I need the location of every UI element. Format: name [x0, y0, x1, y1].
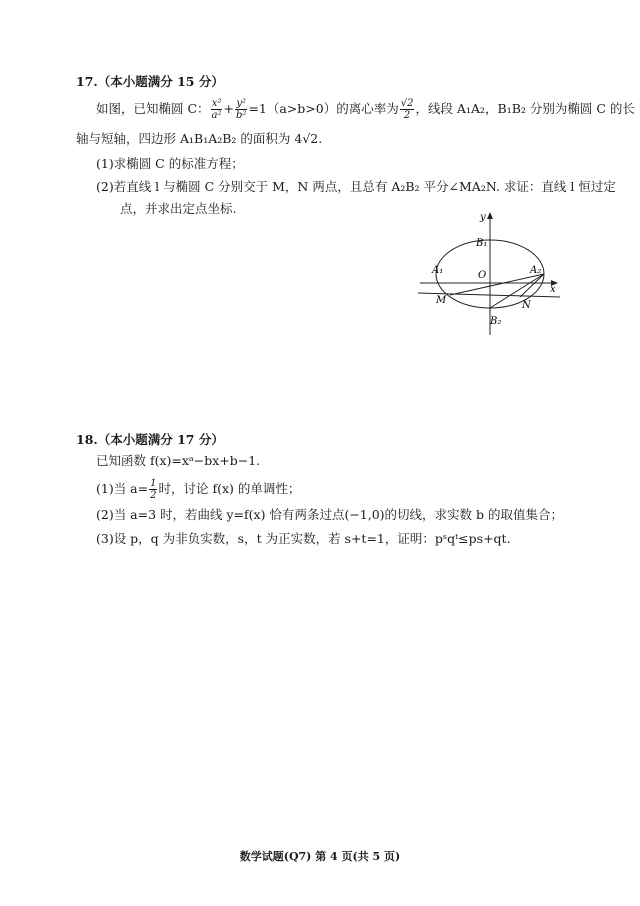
q17-frac-x — [211, 98, 223, 121]
q17-part2-line2: 点，并求出定点坐标. — [120, 201, 237, 216]
q18-part1 — [96, 478, 300, 501]
label-b1: B₁ — [476, 238, 488, 249]
q17-stem-part2: =1（a>b>0）的离心率为 — [248, 101, 399, 116]
label-y: y — [480, 212, 486, 223]
q18-half-num: 1 — [150, 478, 157, 489]
q17-frac-x-num: x² — [211, 98, 222, 109]
y-axis-arrow — [487, 212, 493, 219]
q17-ecc-num: √2 — [400, 98, 414, 109]
label-n: N — [522, 300, 531, 311]
label-a2: A₂ — [530, 265, 542, 276]
q18-part1-b: 时，讨论 f(x) 的单调性； — [158, 481, 301, 496]
q18-half — [149, 478, 157, 501]
q18-part3: (3)设 p，q 为非负实数，s，t 为正实数，若 s+t=1，证明：pˢqᵗ≤ps+qt. — [96, 531, 511, 546]
q17-ecc — [400, 98, 415, 121]
q17-stem-part3: ，线段 A₁A₂，B₁B₂ 分别为椭圆 C 的长 — [415, 101, 635, 116]
q17-stem-line2: 轴与短轴，四边形 A₁B₁A₂B₂ 的面积为 4√2. — [76, 131, 323, 146]
q18-stem: 已知函数 f(x)=xᵃ−bx+b−1. — [96, 453, 261, 468]
q17-frac-y-num: y² — [236, 98, 247, 109]
q17-part2-line1: (2)若直线 l 与椭圆 C 分别交于 M，N 两点，且总有 A₂B₂ 平分∠MA₂N. 求证：直线 l 恒过定 — [96, 179, 616, 194]
q17-frac-y — [235, 98, 247, 121]
label-m: M — [436, 295, 447, 306]
q17-part1: (1)求椭圆 C 的标准方程； — [96, 156, 244, 171]
label-x: x — [550, 284, 556, 295]
q17-frac-x-den: a² — [211, 110, 222, 121]
q18-header: 18.（本小题满分 17 分） — [76, 432, 224, 447]
q17-frac-y-den: b² — [236, 110, 247, 121]
q17-plus: + — [223, 101, 235, 116]
q17-stem-line1 — [96, 98, 635, 121]
segment-a2-b2 — [490, 274, 544, 308]
q17-ecc-den: 2 — [403, 110, 411, 121]
label-b2: B₂ — [490, 316, 502, 327]
q17-header: 17.（本小题满分 15 分） — [76, 74, 224, 89]
segment-a2-n — [520, 274, 544, 297]
segment-a2-m — [450, 274, 544, 295]
q18-part2: (2)当 a=3 时，若曲线 y=f(x) 恰有两条过点(−1,0)的切线，求实数 b 的取值集合； — [96, 507, 563, 522]
page-footer: 数学试题(Q7) 第 4 页(共 5 页) — [239, 850, 401, 863]
label-o: O — [478, 270, 487, 281]
ellipse-figure — [410, 210, 570, 340]
q18-part1-a: (1)当 a= — [96, 481, 149, 496]
q17-stem-part1: 如图，已知椭圆 C： — [96, 101, 210, 116]
label-a1: A₁ — [432, 265, 444, 276]
q18-half-den: 2 — [150, 490, 157, 501]
